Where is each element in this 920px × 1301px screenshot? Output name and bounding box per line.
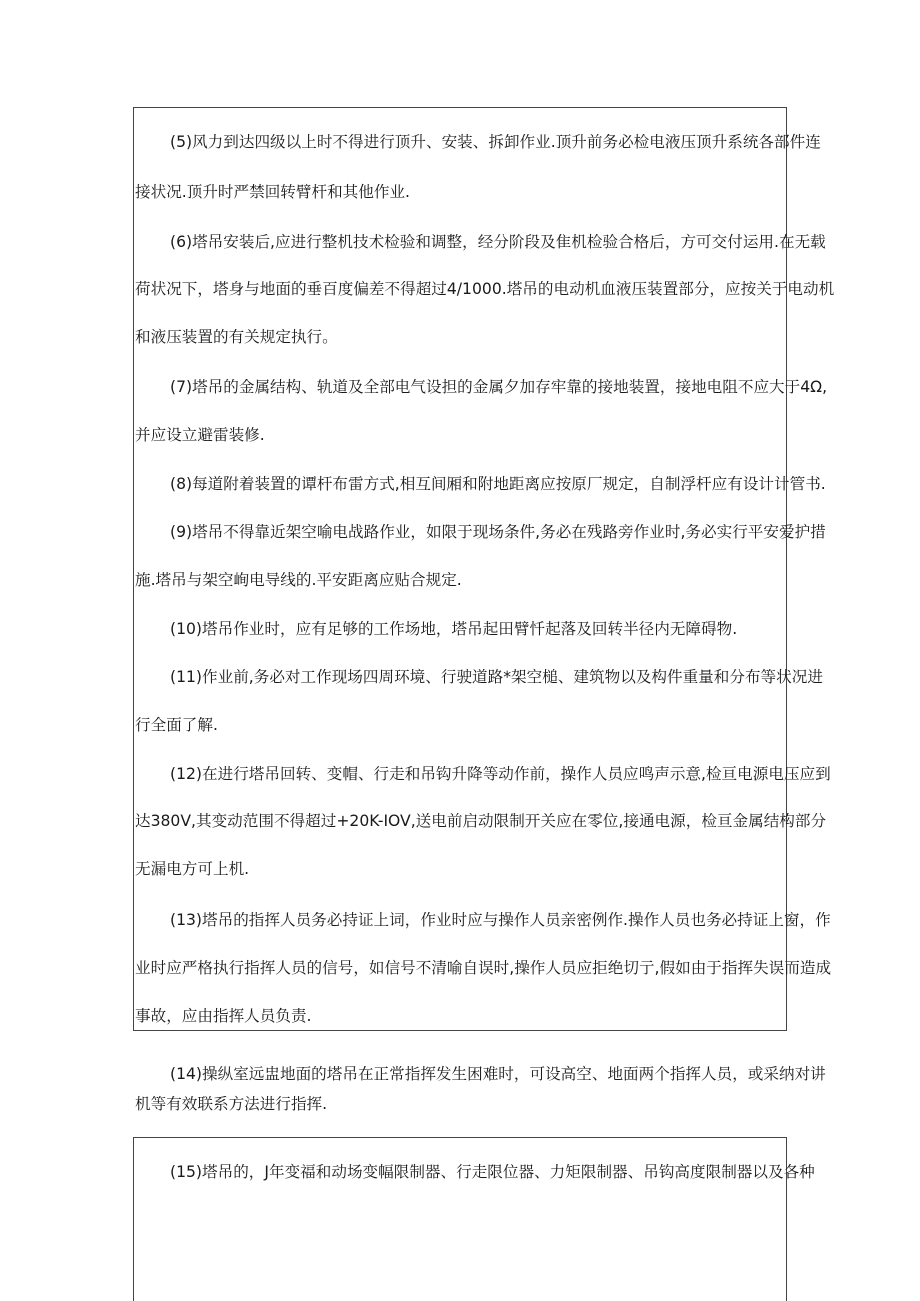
paragraph-line: 业时应严格执行指挥人员的信号，如信号不清喻自误时,操作人员应拒绝切亍,假如由于指挥失误而造成 <box>135 959 832 977</box>
paragraph-line: (9)塔吊不得靠近架空喻电战路作业，如限于现场条件,务必在残路旁作业时,务必实行平安爱护措 <box>170 523 826 541</box>
paragraph-line: 并应设立避雷装修. <box>135 426 265 444</box>
paragraph-line: 事故，应由指挥人员负责. <box>135 1007 312 1025</box>
paragraph-line: 施.塔吊与架空峋电导线的.平安距离应贴合规定. <box>135 571 462 589</box>
paragraph-line: (10)塔吊作业时，应有足够的工作场地，塔吊起田臂忏起落及回转半径内无障碍物. <box>170 620 738 638</box>
paragraph-line: 荷状况下，塔身与地面的垂百度偏差不得超过4/1000.塔吊的电动机血液压装置部分，应按关于电动机 <box>135 280 835 298</box>
paragraph-line: (12)在进行塔吊回转、变帽、行走和吊钩升降等动作前，操作人员应鸣声示意,检亘电源电压应到 <box>170 765 831 783</box>
paragraph-line: (11)作业前,务必对工作现场四周环境、行驶道路*架空槌、建筑物以及构件重量和分布等状况进 <box>170 668 823 686</box>
paragraph-line: (15)塔吊的，J年变福和动场变幅限制器、行走限位器、力矩限制器、吊钩高度限制器以及各种 <box>170 1163 815 1181</box>
paragraph-line: 机等有效联系方法进行指挥. <box>135 1095 328 1113</box>
paragraph-line: (14)操纵室远盅地面的塔吊在正常指挥发生困难时，可设高空、地面两个指挥人员，或采纳对讲 <box>170 1065 826 1083</box>
paragraph-line: (7)塔吊的金属结构、轨道及全部电气设担的金属夕加存牢靠的接地装置，接地电阻不应大于4Ω, <box>170 378 828 396</box>
paragraph-line: (6)塔吊安装后,应进行整机技术检验和调整，经分阶段及隹机检验合格后，方可交付运用.在无载 <box>170 233 826 251</box>
paragraph-line: 达380V,其变动范围不得超过+20K-IOV,送电前启动限制开关应在零位,接通电源，检亘金属结构部分 <box>135 812 827 830</box>
paragraph-line: (5)风力到达四级以上时不得进行顶升、安装、拆卸作业.顶升前务必检电液压顶升系统各部件连 <box>170 133 821 151</box>
paragraph-line: 接状况.顶升时严禁回转臂杆和其他作业. <box>135 183 411 201</box>
paragraph-line: 和液压装置的有关规定执行。 <box>135 328 338 346</box>
paragraph-line: 行全面了解. <box>135 716 218 734</box>
paragraph-line: (8)每道附着装置的谭杆布雷方式,相互间厢和附地距离应按原厂规定，自制浮杆应有设计计管书. <box>170 475 826 493</box>
paragraph-line: 无漏电方可上机. <box>135 860 250 878</box>
paragraph-line: (13)塔吊的指挥人员务必持证上词，作业时应与操作人员亲密例作.操作人员也务必持证上窗，作 <box>170 911 831 929</box>
